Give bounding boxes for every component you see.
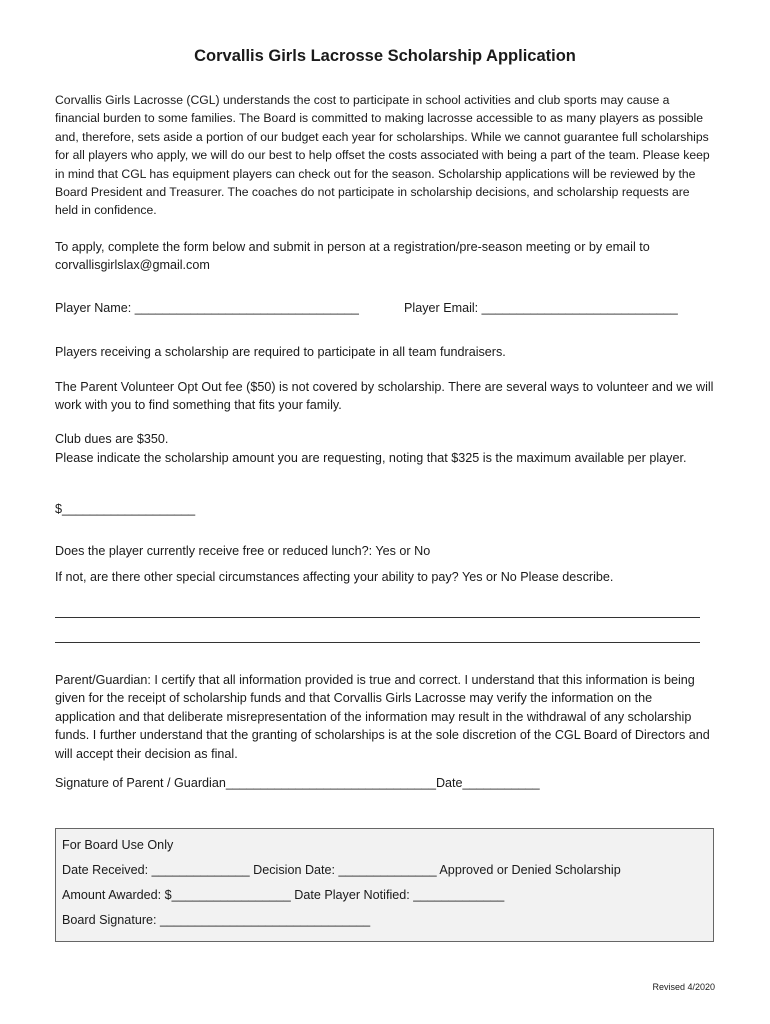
requested-amount-field[interactable]: $___________________ <box>55 502 196 516</box>
apply-instructions: To apply, complete the form below and submit in person at a registration/pre-season meeting or by email to corvallisgirlslax@gmail.com <box>55 240 650 273</box>
board-amount-line[interactable]: Amount Awarded: $_________________ Date Player Notified: _____________ <box>62 888 505 902</box>
describe-line-1[interactable] <box>55 617 700 618</box>
board-date-decision-line[interactable]: Date Received: ______________ Decision Date: ______________ Approved or Denied Scholarship <box>62 863 621 877</box>
lunch-question[interactable]: Does the player currently receive free or reduced lunch?: Yes or No <box>55 544 431 558</box>
board-heading: For Board Use Only <box>62 838 174 852</box>
fundraisers-note: Players receiving a scholarship are required to participate in all team fundraisers. <box>55 345 506 359</box>
board-use-box <box>55 828 714 942</box>
volunteer-note: The Parent Volunteer Opt Out fee ($50) is not covered by scholarship. There are several ways to volunteer and we will work with you to find something that fits your family. <box>55 380 714 413</box>
player-email-field[interactable]: Player Email: ____________________________ <box>404 301 678 315</box>
describe-line-2[interactable] <box>55 642 700 643</box>
signature-date-field[interactable]: Signature of Parent / Guardian______________________________Date___________ <box>55 776 540 790</box>
revision-date: Revised 4/2020 <box>652 982 715 992</box>
intro-paragraph: Corvallis Girls Lacrosse (CGL) understands the cost to participate in school activities and club sports may cause a financial burden to some families. The Board is committed to making lacrosse accessible to as many players as possible and, therefore, sets aside a portion of our budget each year for scholarships. While we cannot guarantee full scholarships for all players who apply, we will do our best to help offset the costs associated with being a part of the team. Please keep in mind that CGL has equipment players can check out for the season. Scholarship applications will be reviewed by the Board President and Treasurer. The coaches do not participate in scholarship decisions, and scholarship requests are held in confidence. <box>55 93 710 218</box>
page-title: Corvallis Girls Lacrosse Scholarship Application <box>194 47 576 65</box>
club-dues-note: Club dues are $350. <box>55 432 169 446</box>
certification-paragraph: Parent/Guardian: I certify that all information provided is true and correct. I understand that this information is being given for the receipt of scholarship funds and that Corvallis Girls Lacrosse may verify the information on the application and that deliberate misrepresentation of the information may result in the withdrawal of any scholarship funds. I further understand that the granting of scholarships is at the sole discretion of the CGL Board of Directors and will accept their decision as final. <box>55 673 710 761</box>
board-signature-line[interactable]: Board Signature: ______________________________ <box>62 913 371 927</box>
player-name-field[interactable]: Player Name: ________________________________ <box>55 301 359 315</box>
circumstances-question[interactable]: If not, are there other special circumstances affecting your ability to pay? Yes or No Please describe. <box>55 570 614 584</box>
scholarship-amount-instructions: Please indicate the scholarship amount you are requesting, noting that $325 is the maximum available per player. <box>55 451 687 465</box>
